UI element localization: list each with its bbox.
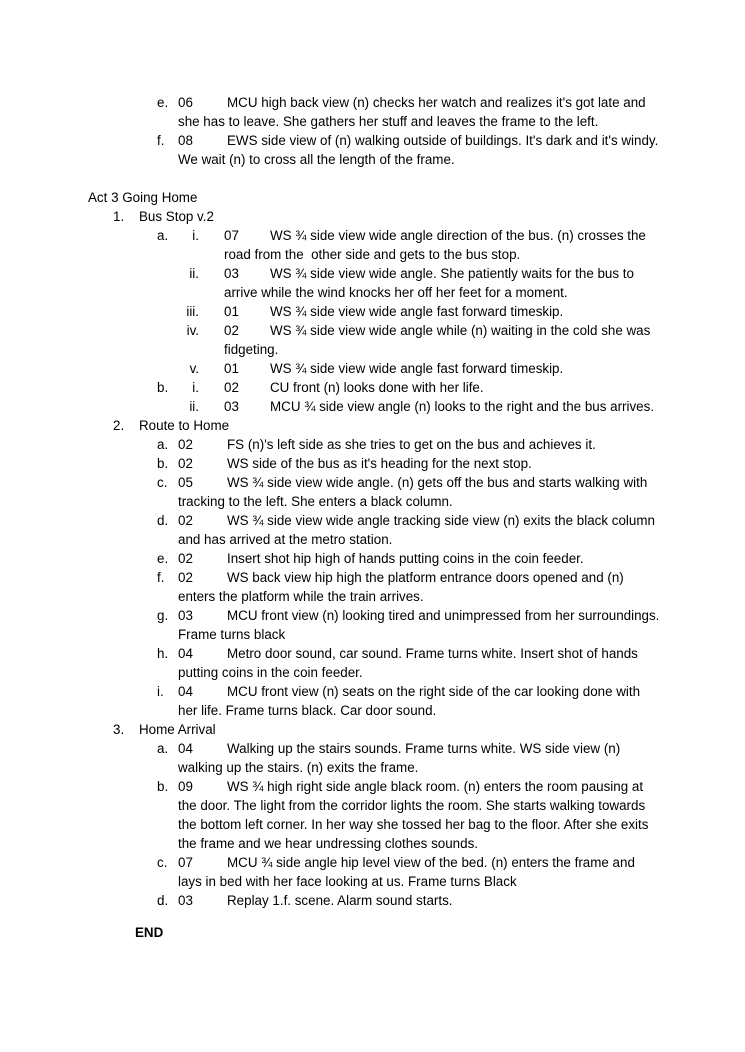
shot-item <box>157 549 662 568</box>
shot-item <box>157 473 662 511</box>
shot-code: 02 <box>178 570 193 585</box>
list-marker: b. <box>157 456 169 471</box>
shot-code: 03 <box>178 608 193 623</box>
shot-code: 03 <box>178 893 193 908</box>
shot-code: 09 <box>178 779 193 794</box>
shot-item <box>157 606 664 644</box>
list-marker: g. <box>157 608 169 623</box>
shot-code: 07 <box>224 228 239 243</box>
shot-item <box>186 302 660 321</box>
shot-text: MCU ¾ side view angle (n) looks to the right and the bus arrives. <box>270 399 655 414</box>
shot-code: 02 <box>224 380 239 395</box>
list-marker: a. <box>157 741 169 756</box>
shot-code: 03 <box>224 266 239 281</box>
list-marker: i. <box>192 380 199 395</box>
end-label: END <box>135 925 164 940</box>
scene-item <box>113 416 745 435</box>
shot-item <box>157 682 662 720</box>
shot-item <box>192 226 660 264</box>
shot-text: WS ¾ side view wide angle. (n) gets off the bus and starts walking with tracking to the left. She enters a black column. <box>178 475 652 509</box>
shot-text: WS ¾ side view wide angle fast forward timeskip. <box>270 361 564 376</box>
shot-code: 01 <box>224 361 239 376</box>
shot-code: 04 <box>178 741 193 756</box>
shot-code: 02 <box>178 551 193 566</box>
shot-item <box>157 777 662 853</box>
shot-text: Metro door sound, car sound. Frame turns white. Insert shot of hands putting coins in the coin feeder. <box>178 646 642 680</box>
shot-item <box>157 511 662 549</box>
shot-item <box>157 644 662 682</box>
shot-text: MCU ¾ side angle hip level view of the bed. (n) enters the frame and lays in bed with her face looking at us. Frame turns Black <box>178 855 639 889</box>
list-marker: f. <box>157 570 165 585</box>
shot-text: FS (n)'s left side as she tries to get on the bus and achieves it. <box>227 437 596 452</box>
list-marker: ii. <box>189 266 199 281</box>
shot-text: WS back view hip high the platform entrance doors opened and (n) enters the platform while the train arrives. <box>178 570 628 604</box>
shot-item <box>157 568 662 606</box>
shot-code: 03 <box>224 399 239 414</box>
scene-title: Bus Stop v.2 <box>139 209 214 224</box>
shot-text: WS ¾ side view wide angle while (n) waiting in the cold she was fidgeting. <box>224 323 655 357</box>
list-marker: d. <box>157 513 169 528</box>
shot-text: WS ¾ side view wide angle. She patiently waits for the bus to arrive while the wind knocks her off her feet for a moment. <box>224 266 638 300</box>
shot-code: 02 <box>178 437 193 452</box>
shot-text: Replay 1.f. scene. Alarm sound starts. <box>227 893 453 908</box>
shot-text: EWS side view of (n) walking outside of buildings. It's dark and it's windy. We wait (n) to cross all the length of the frame. <box>178 133 663 167</box>
shot-code: 06 <box>178 95 193 110</box>
shot-code: 01 <box>224 304 239 319</box>
act-heading: Act 3 Going Home <box>88 190 198 205</box>
shot-text: MCU high back view (n) checks her watch and realizes it's got late and she has to leave. She gathers her stuff and leaves the frame to the left. <box>178 95 650 129</box>
shot-text: WS ¾ high right side angle black room. (n) enters the room pausing at the door. The light from the corridor lights the room. She starts walking towards the bottom left corner. In her way she tossed her bag to the floor. After she exits the frame and we hear undressing clothes sounds. <box>178 779 653 851</box>
shot-item <box>157 454 662 473</box>
shot-code: 04 <box>178 646 193 661</box>
scene-item <box>113 720 745 739</box>
shot-item <box>189 397 660 416</box>
shot-item <box>189 359 660 378</box>
shot-code: 02 <box>178 513 193 528</box>
shot-text: WS ¾ side view wide angle tracking side view (n) exits the black column and has arrived at the metro station. <box>178 513 659 547</box>
shot-code: 02 <box>224 323 239 338</box>
shot-item <box>157 739 662 777</box>
shot-item <box>157 891 662 910</box>
shot-item <box>157 93 662 131</box>
list-marker: b. <box>157 380 169 395</box>
list-marker: a. <box>157 437 169 452</box>
list-marker: 1. <box>113 209 125 224</box>
shot-item <box>186 321 660 359</box>
list-marker: a. <box>157 228 169 243</box>
list-marker: d. <box>157 893 169 908</box>
list-marker: 3. <box>113 722 125 737</box>
shot-text: Insert shot hip high of hands putting coins in the coin feeder. <box>227 551 584 566</box>
shot-text: WS side of the bus as it's heading for the next stop. <box>227 456 532 471</box>
shot-item <box>157 435 662 454</box>
shot-item <box>157 853 662 891</box>
scene-title: Route to Home <box>139 418 230 433</box>
shot-code: 07 <box>178 855 193 870</box>
list-marker: v. <box>189 361 199 376</box>
shot-text: Walking up the stairs sounds. Frame turns white. WS side view (n) walking up the stairs. (n) exits the frame. <box>178 741 624 775</box>
shot-text: CU front (n) looks done with her life. <box>270 380 484 395</box>
list-marker: 2. <box>113 418 125 433</box>
shot-code: 08 <box>178 133 193 148</box>
list-marker: c. <box>157 855 168 870</box>
list-marker: h. <box>157 646 169 661</box>
scene-item <box>113 207 745 226</box>
shot-item <box>192 378 660 397</box>
shot-code: 02 <box>178 456 193 471</box>
list-marker: e. <box>157 95 169 110</box>
list-marker: i. <box>157 684 164 699</box>
list-marker: i. <box>192 228 199 243</box>
shot-code: 05 <box>178 475 193 490</box>
list-marker: b. <box>157 779 169 794</box>
shot-item <box>189 264 660 302</box>
scene-title: Home Arrival <box>139 722 216 737</box>
shot-item <box>157 131 663 169</box>
shot-code: 04 <box>178 684 193 699</box>
list-marker: e. <box>157 551 169 566</box>
list-marker: iv. <box>186 323 199 338</box>
shot-text: MCU front view (n) seats on the right side of the car looking done with her life. Frame turns black. Car door sound. <box>178 684 644 718</box>
list-marker: c. <box>157 475 168 490</box>
list-marker: iii. <box>186 304 199 319</box>
shot-text: WS ¾ side view wide angle direction of the bus. (n) crosses the road from the other side and gets to the bus stop. <box>224 228 650 262</box>
list-marker: ii. <box>189 399 199 414</box>
list-marker: f. <box>157 133 165 148</box>
shot-text: WS ¾ side view wide angle fast forward timeskip. <box>270 304 564 319</box>
shot-text: MCU front view (n) looking tired and unimpressed from her surroundings. Frame turns black <box>178 608 664 642</box>
